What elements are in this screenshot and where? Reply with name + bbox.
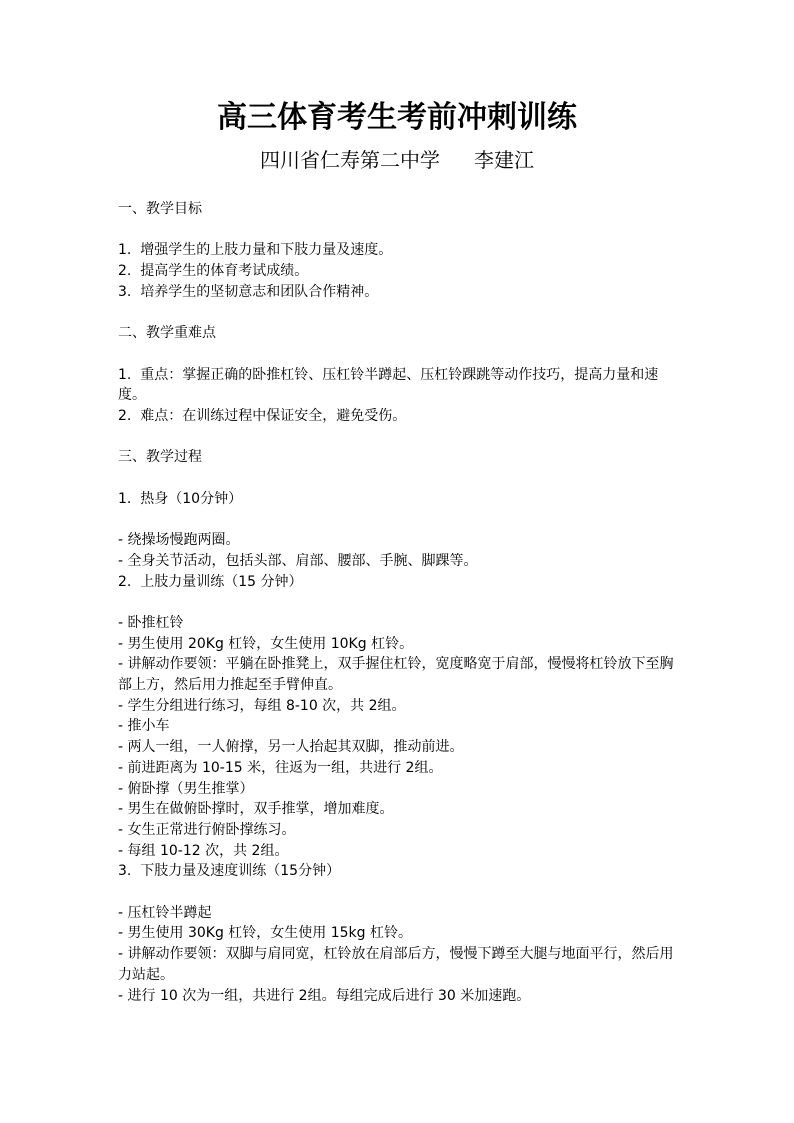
text-line: - 讲解动作要领：平躺在卧推凳上，双手握住杠铃，宽度略宽于肩部，慢慢将杠铃放下至胸部上方，然后用力推起至手臂伸直。: [118, 656, 674, 694]
blank-line: [118, 427, 684, 448]
text-line: 二、教学重难点: [118, 325, 216, 342]
blank-line: [118, 509, 684, 530]
text-line: - 男生使用 30Kg 杠铃，女生使用 15kg 杠铃。: [118, 925, 412, 942]
text-line: - 女生正常进行俯卧撑练习。: [118, 821, 296, 838]
document-subtitle: [0, 144, 794, 176]
text-line: - 俯卧撑（男生推掌）: [118, 780, 254, 797]
text-line: 三、教学过程: [118, 449, 202, 466]
blank-line: [118, 303, 684, 324]
text-line: - 讲解动作要领：双脚与肩同宽，杠铃放在肩部后方，慢慢下蹲至大腿与地面平行，然后用力站起。: [118, 946, 674, 983]
text-line: - 进行 10 次为一组，共进行 2组。每组完成后进行 30 米加速跑。: [118, 987, 531, 1004]
text-line: - 每组 10-12 次，共 2组。: [118, 842, 289, 859]
text-line: - 两人一组，一人俯撑，另一人抬起其双脚，推动前进。: [118, 739, 464, 756]
text-line: - 男生使用 20Kg 杠铃，女生使用 10Kg 杠铃。: [118, 635, 414, 652]
text-line: - 学生分组进行练习，每组 8-10 次，共 2组。: [118, 697, 406, 714]
text-line: - 推小车: [118, 718, 170, 735]
text-line: 2. 难点：在训练过程中保证安全，避免受伤。: [118, 407, 407, 424]
blank-line: [118, 468, 684, 489]
text-line: 3. 下肢力量及速度训练（15分钟）: [118, 863, 341, 880]
text-line: 3. 培养学生的坚韧意志和团队合作精神。: [118, 283, 379, 300]
text-line: 1. 增强学生的上肢力量和下肢力量及速度。: [118, 242, 393, 259]
text-line: 2. 上肢力量训练（15 分钟）: [118, 573, 303, 590]
document-body: [118, 199, 684, 1006]
blank-line: [118, 344, 684, 365]
blank-line: [118, 592, 684, 613]
blank-line: [118, 882, 684, 903]
text-line: - 男生在做俯卧撑时，双手推掌，增加难度。: [118, 801, 394, 818]
text-line: - 前进距离为 10-15 米，往返为一组，共进行 2组。: [118, 759, 443, 776]
school-name: 四川省仁寿第二中学: [260, 148, 440, 172]
blank-line: [118, 220, 684, 241]
text-line: 1. 热身（10分钟）: [118, 490, 243, 507]
text-line: - 压杠铃半蹲起: [118, 904, 212, 921]
text-line: - 卧推杠铃: [118, 614, 184, 631]
document-title: 高三体育考生考前冲刺训练: [217, 100, 577, 135]
author-name: 李建江: [474, 148, 534, 172]
text-line: 2. 提高学生的体育考试成绩。: [118, 263, 309, 280]
text-line: - 绕操场慢跑两圈。: [118, 532, 240, 549]
text-line: 1. 重点：掌握正确的卧推杠铃、压杠铃半蹲起、压杠铃踝跳等动作技巧，提高力量和速度。: [118, 366, 659, 404]
text-line: - 全身关节活动，包括头部、肩部、腰部、手腕、脚踝等。: [118, 552, 478, 569]
text-line: 一、教学目标: [118, 201, 202, 217]
